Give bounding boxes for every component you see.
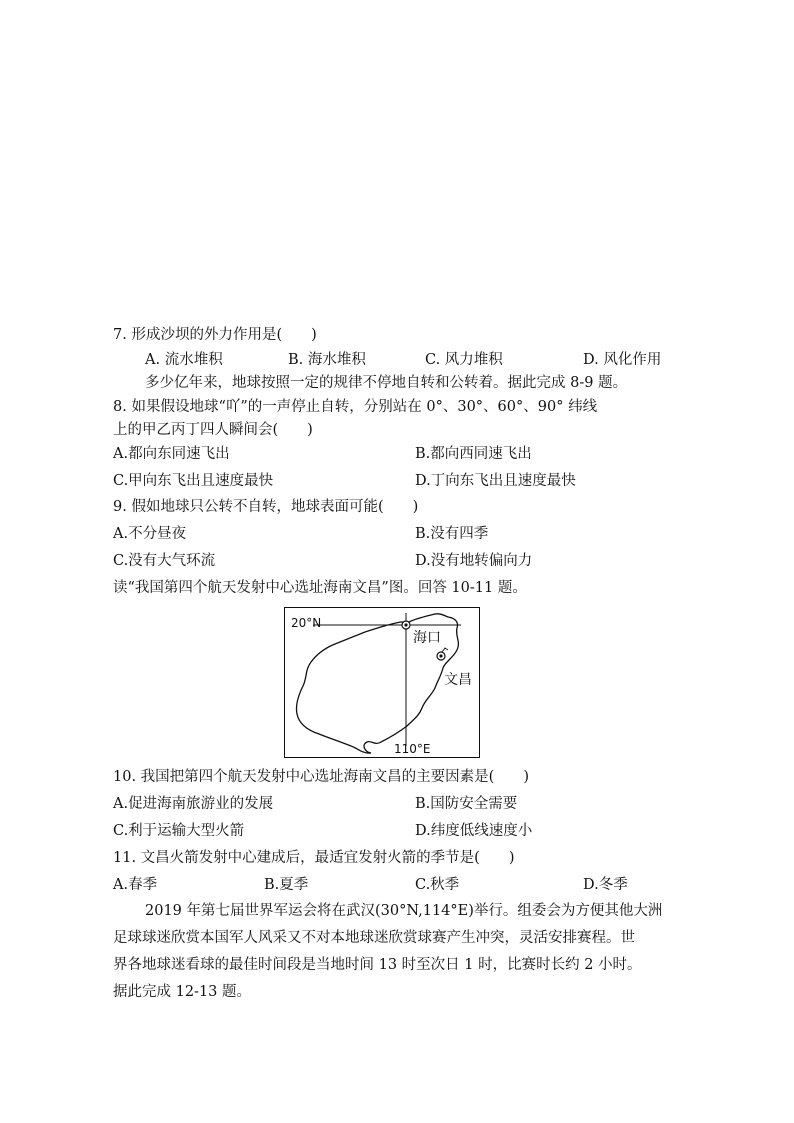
q7-stem: 7. 形成沙坝的外力作用是( ): [113, 327, 317, 343]
intro-10-11: 读“我国第四个航天发射中心选址海南文昌”图。回答 10-11 题。: [113, 580, 527, 596]
q11-option-d: D.冬季: [583, 877, 628, 893]
q8-stem-line1: 8. 如果假设地球“吖”的一声停止自转，分别站在 0°、30°、60°、90° 纬线: [113, 399, 598, 415]
intro-12-13-line1: 2019 年第七届世界军运会将在武汉(30°N,114°E)举行。组委会为方便其他大洲: [145, 903, 663, 919]
intro-12-13-line4: 据此完成 12-13 题。: [113, 984, 252, 1000]
q10-option-b: B.国防安全需要: [415, 796, 518, 812]
wenchang-flag: [442, 648, 448, 652]
q10-stem: 10. 我国把第四个航天发射中心选址海南文昌的主要因素是( ): [113, 769, 529, 785]
q7-option-d: D. 风化作用: [583, 352, 662, 368]
hainan-map: [284, 607, 480, 758]
q9-option-c: C.没有大气环流: [113, 553, 216, 569]
q9-option-b: B.没有四季: [415, 526, 489, 542]
intro-8-9: 多少亿年来，地球按照一定的规律不停地自转和公转着。据此完成 8-9 题。: [145, 375, 628, 391]
intro-12-13-line3: 界各地球迷看球的最佳时间段是当地时间 13 时至次日 1 时，比赛时长约 2 小时。: [113, 957, 642, 973]
q8-stem-line2: 上的甲乙丙丁四人瞬间会( ): [113, 422, 313, 438]
haikou-marker-dot: [404, 623, 407, 626]
q11-option-a: A.春季: [113, 877, 158, 893]
wenchang-marker-dot: [439, 654, 442, 657]
wenchang-label: 文昌: [444, 672, 472, 688]
q10-option-c: C.利于运输大型火箭: [113, 823, 245, 839]
intro-12-13-line2: 足球球迷欣赏本国军人风采又不对本地球迷欣赏球赛产生冲突，灵活安排赛程。世: [113, 930, 635, 946]
q9-option-a: A.不分昼夜: [113, 526, 187, 542]
q11-option-c: C.秋季: [415, 877, 460, 893]
q8-option-a: A.都向东同速飞出: [113, 446, 230, 462]
q8-option-b: B.都向西同速飞出: [415, 446, 532, 462]
q10-option-d: D.纬度低线速度小: [415, 823, 533, 839]
q11-stem: 11. 文昌火箭发射中心建成后，最适宜发射火箭的季节是( ): [113, 850, 515, 866]
latitude-label: 20°N: [291, 616, 322, 630]
q11-option-b: B.夏季: [264, 877, 309, 893]
haikou-label: 海口: [413, 630, 441, 646]
longitude-label: 110°E: [394, 742, 431, 756]
q10-option-a: A.促进海南旅游业的发展: [113, 796, 274, 812]
q7-option-a: A. 流水堆积: [145, 352, 223, 368]
q8-option-c: C.甲向东飞出且速度最快: [113, 473, 274, 489]
q8-option-d: D.丁向东飞出且速度最快: [415, 473, 576, 489]
q9-option-d: D.没有地转偏向力: [415, 553, 533, 569]
q9-stem: 9. 假如地球只公转不自转，地球表面可能( ): [113, 499, 419, 515]
q7-option-b: B. 海水堆积: [288, 352, 366, 368]
q7-option-c: C. 风力堆积: [425, 352, 503, 368]
